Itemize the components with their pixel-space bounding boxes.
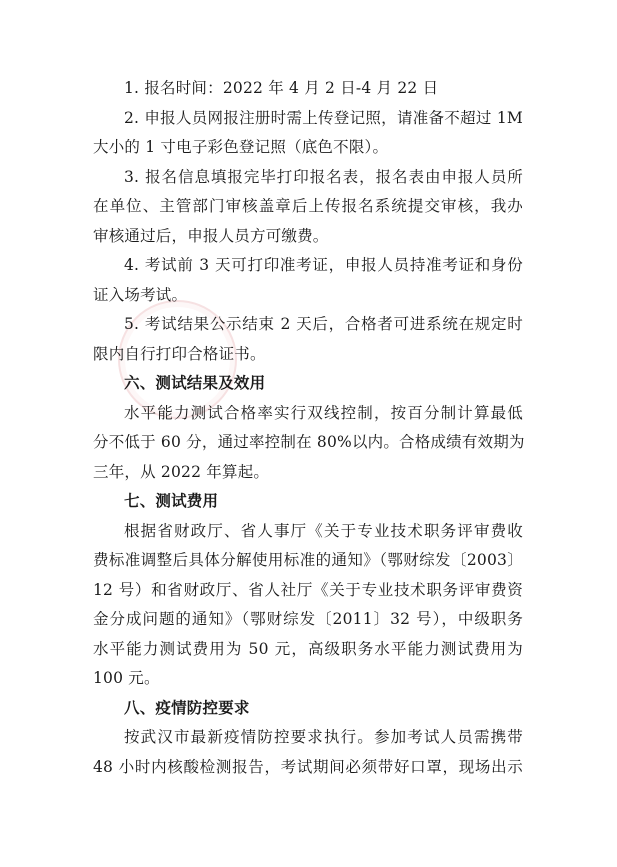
paragraph-line: 水平能力测试合格率实行双线控制，按百分制计算最低 xyxy=(124,403,523,422)
paragraph-line: 100 元。 xyxy=(93,669,160,687)
paragraph-line: 根据省财政厅、省人事厅《关于专业技术职务评审费收 xyxy=(124,521,523,540)
document-body xyxy=(93,74,523,782)
paragraph-line: 水平能力测试费用为 50 元，高级职务水平能力测试费用为 xyxy=(93,639,523,658)
paragraph-line: 审核通过后，申报人员方可缴费。 xyxy=(93,226,329,245)
paragraph-line: 4. 考试前 3 天可打印准考证，申报人员持准考证和身份 xyxy=(124,256,523,274)
paragraph-line: 三年，从 2022 年算起。 xyxy=(93,462,270,481)
paragraph-line: 大小的 1 寸电子彩色登记照（底色不限）。 xyxy=(93,138,389,156)
paragraph-line: 证入场考试。 xyxy=(93,285,188,304)
section-heading: 六、测试结果及效用 xyxy=(124,374,266,392)
paragraph-line: 按武汉市最新疫情防控要求执行。参加考试人员需携带 xyxy=(124,728,523,746)
paragraph-line: 1. 报名时间：2022 年 4 月 2 日-4 月 22 日 xyxy=(124,79,439,97)
paragraph-line: 费标准调整后具体分解使用标准的通知》（鄂财综发〔2003〕 xyxy=(93,551,523,569)
paragraph-line: 2. 申报人员网报注册时需上传登记照，请准备不超过 1M xyxy=(124,108,523,127)
paragraph-line: 12 号）和省财政厅、省人社厅《关于专业技术职务评审费资 xyxy=(93,580,523,599)
paragraph-line: 48 小时内核酸检测报告，考试期间必须带好口罩，现场出示 xyxy=(93,757,523,776)
section-heading: 七、测试费用 xyxy=(124,492,219,510)
paragraph-line: 分不低于 60 分，通过率控制在 80%以内。合格成绩有效期为 xyxy=(93,433,525,451)
paragraph-line: 在单位、主管部门审核盖章后上传报名系统提交审核，我办 xyxy=(93,197,523,215)
section-heading: 八、疫情防控要求 xyxy=(124,698,250,717)
paragraph-line: 5. 考试结果公示结束 2 天后，合格者可进系统在规定时 xyxy=(124,315,523,333)
paragraph-line: 限内自行打印合格证书。 xyxy=(93,344,266,363)
paragraph-line: 金分成问题的通知》（鄂财综发〔2011〕32 号），中级职务 xyxy=(93,610,523,628)
paragraph-line: 3. 报名信息填报完毕打印报名表，报名表由申报人员所 xyxy=(124,167,523,186)
